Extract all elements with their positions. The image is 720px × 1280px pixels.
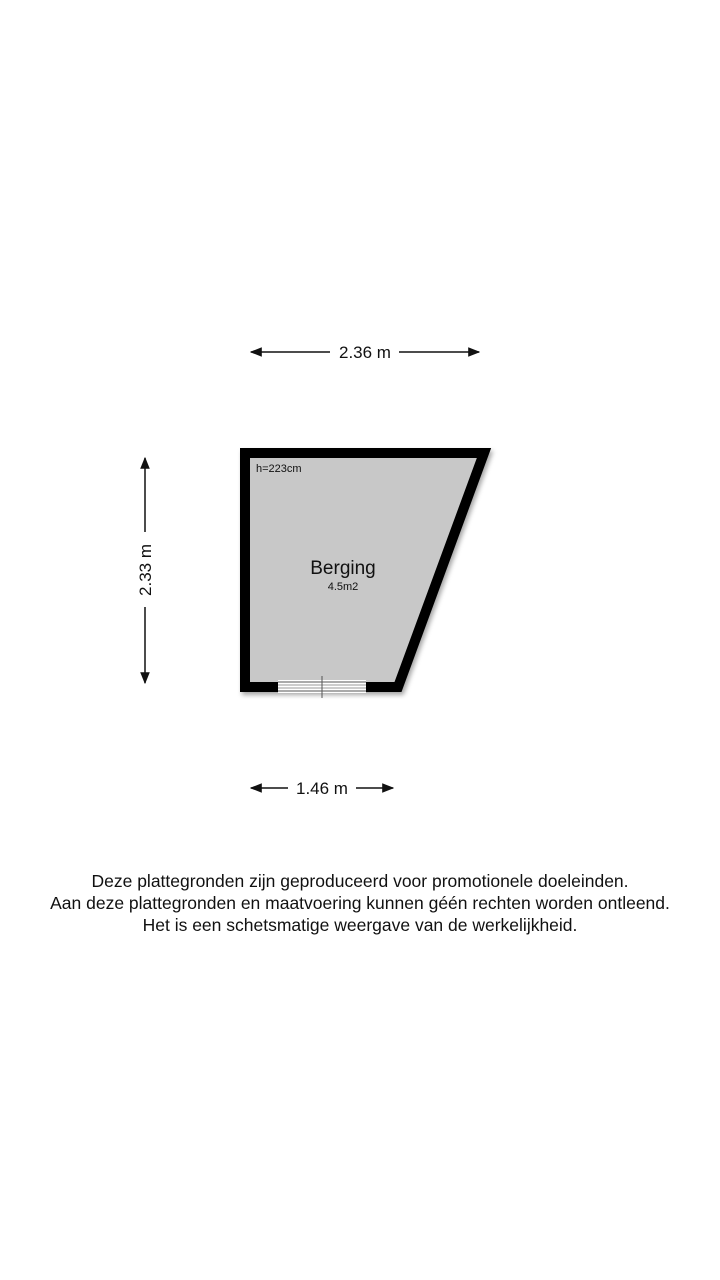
top-dimension-label: 2.36 m (339, 343, 391, 362)
left-dimension-label: 2.33 m (136, 544, 155, 596)
left-dimension (136, 458, 155, 683)
room-area-label: 4.5m2 (327, 581, 359, 593)
room-name-label: Berging (310, 558, 376, 579)
disclaimer-line: Aan deze plattegronden en maatvoering kunnen géén rechten worden ontleend. (50, 893, 670, 913)
room-height-label: h=223cm (256, 463, 302, 475)
bottom-dimension (251, 779, 393, 798)
bottom-dimension-label: 1.46 m (296, 779, 348, 798)
top-dimension (251, 343, 479, 362)
disclaimer-line: Deze plattegronden zijn geproduceerd voor promotionele doeleinden. (91, 871, 629, 891)
disclaimer (0, 870, 720, 936)
disclaimer-line: Het is een schetsmatige weergave van de werkelijkheid. (142, 915, 578, 935)
